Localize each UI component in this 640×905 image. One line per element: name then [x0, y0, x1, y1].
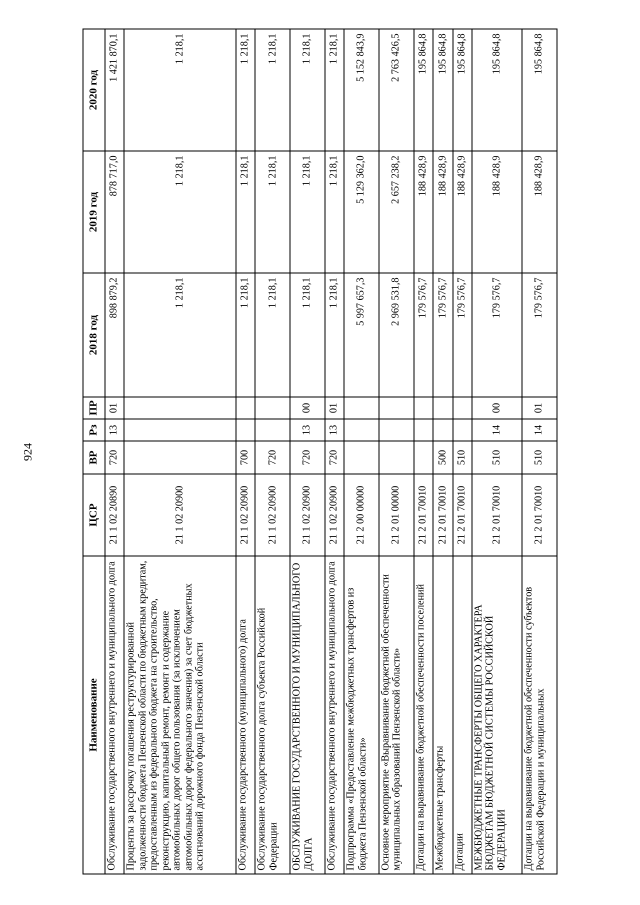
cell-2020: 5 152 843,9	[344, 29, 379, 151]
header-pr: ПР	[83, 397, 105, 419]
cell-vr: 510	[472, 441, 522, 474]
table-row	[433, 29, 452, 874]
table-row	[236, 29, 255, 874]
cell-vr: 720	[105, 441, 124, 474]
cell-vr: 700	[236, 441, 255, 474]
cell-csr: 21 2 01 70010	[433, 474, 452, 556]
cell-name: МЕЖБЮДЖЕТНЫЕ ТРАНСФЕРТЫ ОБЩЕГО ХАРАКТЕРА БЮДЖЕТАМ БЮДЖЕТНОЙ СИСТЕМЫ РОССИЙСКОЙ ФЕДЕРАЦИИ	[472, 556, 522, 874]
cell-2020: 2 763 426,5	[379, 29, 414, 151]
cell-csr: 21 2 00 00000	[344, 474, 379, 556]
cell-rz: 13	[290, 419, 325, 441]
cell-rz	[433, 419, 452, 441]
cell-2018: 179 576,7	[414, 273, 433, 397]
cell-name: Основное мероприятие «Выравнивание бюджетной обеспеченности муниципальных образований Пензенской области»	[379, 556, 414, 874]
cell-csr: 21 1 02 20890	[105, 474, 124, 556]
budget-table	[83, 29, 558, 875]
table-row	[414, 29, 433, 874]
cell-2018: 1 218,1	[124, 273, 236, 397]
cell-pr	[453, 397, 472, 419]
cell-pr	[124, 397, 236, 419]
cell-pr: 01	[325, 397, 344, 419]
cell-2018: 1 218,1	[325, 273, 344, 397]
cell-name: Обслуживание государственного (муниципального) долга	[236, 556, 255, 874]
cell-rz	[124, 419, 236, 441]
cell-2020: 1 218,1	[290, 29, 325, 151]
cell-pr: 00	[472, 397, 522, 419]
cell-vr: 720	[290, 441, 325, 474]
cell-csr: 21 1 02 20900	[236, 474, 255, 556]
cell-vr: 720	[325, 441, 344, 474]
table-row	[290, 29, 325, 874]
cell-rz	[414, 419, 433, 441]
cell-2020: 1 218,1	[236, 29, 255, 151]
table-row	[105, 29, 124, 874]
cell-2018: 2 969 531,8	[379, 273, 414, 397]
cell-csr: 21 2 01 70010	[414, 474, 433, 556]
cell-2019: 1 218,1	[325, 151, 344, 273]
header-2019: 2019 год	[83, 151, 105, 273]
cell-rz	[453, 419, 472, 441]
cell-name: Подпрограмма «Предоставление межбюджетных трансфертов из бюджета Пензенской области»	[344, 556, 379, 874]
cell-2018: 179 576,7	[472, 273, 522, 397]
cell-2020: 195 864,8	[472, 29, 522, 151]
table-row	[379, 29, 414, 874]
cell-csr: 21 2 01 70010	[472, 474, 522, 556]
cell-2018: 1 218,1	[290, 273, 325, 397]
cell-2020: 195 864,8	[414, 29, 433, 151]
cell-2019: 188 428,9	[433, 151, 452, 273]
cell-vr: 720	[255, 441, 290, 474]
cell-vr	[414, 441, 433, 474]
cell-2019: 5 129 362,0	[344, 151, 379, 273]
cell-csr: 21 1 02 20900	[124, 474, 236, 556]
cell-vr: 500	[433, 441, 452, 474]
cell-csr: 21 1 02 20900	[255, 474, 290, 556]
table-row	[453, 29, 472, 874]
cell-2019: 188 428,9	[414, 151, 433, 273]
cell-2019: 188 428,9	[453, 151, 472, 273]
cell-rz: 13	[325, 419, 344, 441]
cell-2020: 195 864,8	[433, 29, 452, 151]
cell-2018: 179 576,7	[433, 273, 452, 397]
cell-2018: 898 879,2	[105, 273, 124, 397]
table-row	[124, 29, 236, 874]
cell-2018: 179 576,7	[453, 273, 472, 397]
cell-rz: 13	[105, 419, 124, 441]
cell-2019: 188 428,9	[472, 151, 522, 273]
table-row	[522, 29, 557, 874]
table-header	[83, 29, 105, 874]
header-2020: 2020 год	[83, 29, 105, 151]
cell-vr: 510	[522, 441, 557, 474]
cell-2018: 179 576,7	[522, 273, 557, 397]
header-csr: ЦСР	[83, 474, 105, 556]
header-vr: ВР	[83, 441, 105, 474]
header-rz: Рз	[83, 419, 105, 441]
header-2018: 2018 год	[83, 273, 105, 397]
cell-csr: 21 1 02 20900	[325, 474, 344, 556]
cell-2020: 1 218,1	[325, 29, 344, 151]
cell-csr: 21 2 01 70010	[453, 474, 472, 556]
cell-2019: 1 218,1	[290, 151, 325, 273]
table-row	[325, 29, 344, 874]
budget-table-container	[83, 30, 558, 875]
cell-rz	[344, 419, 379, 441]
cell-rz: 14	[472, 419, 522, 441]
cell-name: Межбюджетные трансферты	[433, 556, 452, 874]
cell-csr: 21 1 02 20900	[290, 474, 325, 556]
cell-2020: 195 864,8	[522, 29, 557, 151]
cell-csr: 21 2 01 00000	[379, 474, 414, 556]
cell-name: Обслуживание государственного внутреннего и муниципального долга	[105, 556, 124, 874]
cell-rz	[379, 419, 414, 441]
cell-name: Обслуживание государственного внутреннего и муниципального долга	[325, 556, 344, 874]
cell-2019: 1 218,1	[236, 151, 255, 273]
cell-pr	[433, 397, 452, 419]
cell-2019: 2 657 238,2	[379, 151, 414, 273]
cell-name: Дотации на выравнивание бюджетной обеспеченности поселений	[414, 556, 433, 874]
table-row	[472, 29, 522, 874]
cell-2019: 188 428,9	[522, 151, 557, 273]
cell-name: Дотации	[453, 556, 472, 874]
cell-2020: 1 218,1	[124, 29, 236, 151]
cell-pr	[344, 397, 379, 419]
cell-name: Проценты за рассрочку погашения реструктурированной задолженности бюджета Пензенской области по бюджетным кредитам, предоставленным из федерального бюджета на строительство, реконструкцию, капитальный ремонт, ремонт и содержание автомобильных дорог общего пользования (за исключением автомобильных дорог федерального значения) за счет бюджетных ассигнований дорожного фонда Пензенской области	[124, 556, 236, 874]
table-body	[105, 29, 557, 874]
cell-2019: 1 218,1	[124, 151, 236, 273]
header-name: Наименование	[83, 556, 105, 874]
cell-rz: 14	[522, 419, 557, 441]
cell-2020: 1 421 870,1	[105, 29, 124, 151]
cell-vr	[124, 441, 236, 474]
cell-pr	[255, 397, 290, 419]
cell-pr	[414, 397, 433, 419]
cell-name: Дотации на выравнивание бюджетной обеспеченности субъектов Российской Федерации и муниципальных	[522, 556, 557, 874]
cell-pr	[379, 397, 414, 419]
page-number: 924	[20, 443, 35, 461]
cell-rz	[236, 419, 255, 441]
cell-vr	[379, 441, 414, 474]
table-row	[344, 29, 379, 874]
cell-vr	[344, 441, 379, 474]
cell-2018: 5 997 657,3	[344, 273, 379, 397]
cell-2019: 1 218,1	[255, 151, 290, 273]
cell-csr: 21 2 01 70010	[522, 474, 557, 556]
cell-2018: 1 218,1	[255, 273, 290, 397]
table-row	[255, 29, 290, 874]
cell-vr: 510	[453, 441, 472, 474]
cell-2020: 195 864,8	[453, 29, 472, 151]
cell-2018: 1 218,1	[236, 273, 255, 397]
cell-2019: 878 717,0	[105, 151, 124, 273]
cell-pr: 00	[290, 397, 325, 419]
cell-pr: 01	[522, 397, 557, 419]
cell-name: Обслуживание государственного долга субъекта Российской Федерации	[255, 556, 290, 874]
cell-2020: 1 218,1	[255, 29, 290, 151]
cell-pr: 01	[105, 397, 124, 419]
cell-pr	[236, 397, 255, 419]
cell-name: ОБСЛУЖИВАНИЕ ГОСУДАРСТВЕННОГО И МУНИЦИПАЛЬНОГО ДОЛГА	[290, 556, 325, 874]
cell-rz	[255, 419, 290, 441]
